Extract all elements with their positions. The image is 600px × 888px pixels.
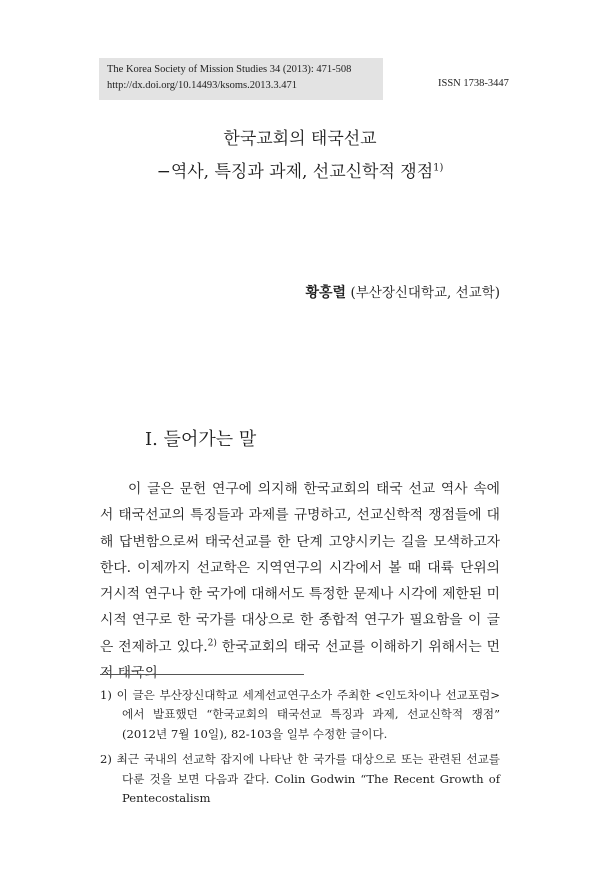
- journal-citation: The Korea Society of Mission Studies 34 (2013): 471-508: [107, 64, 352, 75]
- body-text-main: 이 글은 문헌 연구에 의지해 한국교회의 태국 선교 역사 속에서 태국선교의 특징들과 과제를 규명하고, 선교신학적 쟁점들에 대해 답변함으로써 태국선교를 한 단계 고양시키는 길을 모색하고자 한다. 이제까지 선교학은 지역연구의 시각에서 볼 때 대륙 단위의 거시적 연구나 한 국가에 대해서도 특정한 문제나 시각에 제한된 미시적 연구로 한 국가를 대상으로 한 종합적 연구가 필요함을 이 글은 전제하고 있다.: [100, 481, 500, 655]
- footnote-marker: 2): [100, 752, 112, 767]
- footnote-text: 최근 국내의 선교학 잡지에 나타난 한 국가를 대상으로 또는 관련된 선교를 다룬 것을 보면 다음과 같다. Colin Godwin “The Recent Growth of Pentecostalism: [116, 752, 501, 806]
- article-subtitle-text: −역사, 특징과 과제, 선교신학적 쟁점: [156, 162, 434, 182]
- footnote-item: [100, 686, 500, 744]
- doi-link[interactable]: http://dx.doi.org/10.14493/ksoms.2013.3.471: [107, 80, 297, 91]
- body-text-continued: 한국교회의 태국 선교를 이해하기 위해서는 먼저 태국의: [100, 638, 500, 682]
- author-line: [305, 281, 500, 302]
- section-heading: Ⅰ. 들어가는 말: [145, 429, 257, 450]
- footnotes: [100, 686, 500, 814]
- footnote-ref-1[interactable]: 1): [433, 162, 444, 174]
- footnote-divider: [100, 674, 304, 675]
- article-subtitle: [0, 157, 600, 182]
- issn-number: ISSN 1738-3447: [438, 78, 509, 89]
- author-affiliation: (부산장신대학교, 선교학): [350, 285, 500, 301]
- footnote-marker: 1): [100, 688, 112, 702]
- footnote-text: 이 글은 부산장신대학교 세계선교연구소가 주최한 <인도차이나 선교포럼>에서 발표했던 “한국교회의 태국선교 특징과 과제, 선교신학적 쟁점” (2012년 7월 10일), 82-103을 일부 수정한 글이다.: [116, 688, 501, 741]
- footnote-ref-2[interactable]: 2): [207, 638, 217, 649]
- footnote-item: [100, 750, 500, 808]
- article-title: 한국교회의 태국선교: [223, 129, 377, 149]
- body-paragraph: [100, 476, 500, 686]
- author-name: 황홍렬: [305, 285, 347, 301]
